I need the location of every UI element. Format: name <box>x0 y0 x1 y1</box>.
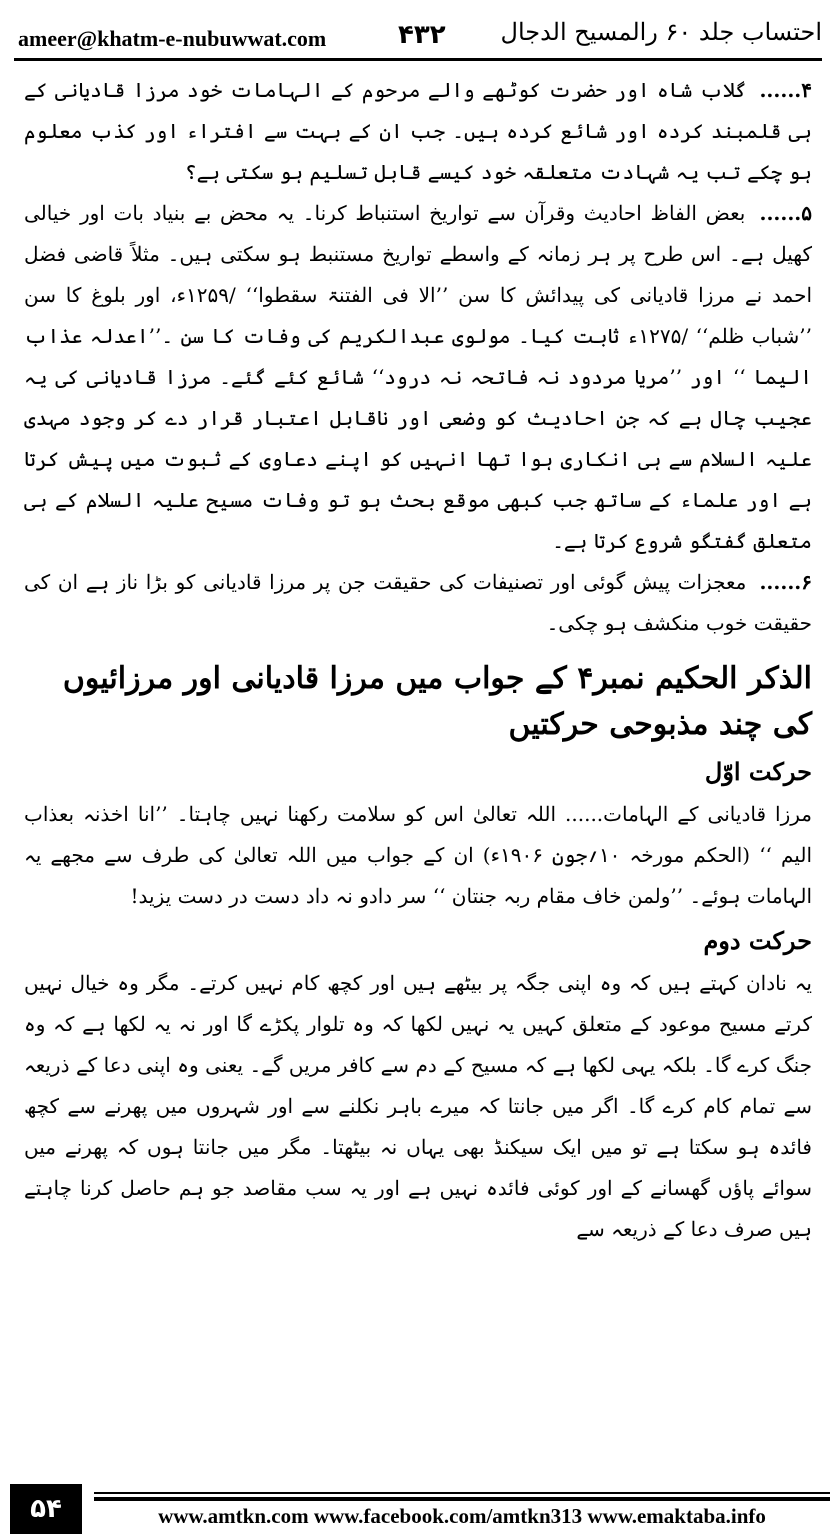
footer-rule <box>94 1492 830 1494</box>
footer-rule-thick <box>94 1497 830 1501</box>
section-2-text: یہ نادان کہتے ہیں کہ وہ اپنی جگہ پر بیٹھے ہیں اور کچھ کام نہیں کرتے۔ مگر وہ خیال نہیں کرتے مسیح موعود کے متعلق کہیں یہ نہیں لکھا کہ وہ تلوار پکڑے گا اور نہ یہ لکھا ہے کہ وہ جنگ کرے گا۔ بلکہ یہی لکھا ہے کہ مسیح کے دم سے کافر مریں گے۔ یعنی وہ اپنی دعا کے ذریعہ سے تمام کام کرے گا۔ اگر میں جانتا کہ میرے باہر نکلنے سے اور شہروں میں پھرنے سے کچھ فائدہ ہو سکتا ہے تو میں ایک سیکنڈ بھی یہاں نہ بیٹھتا۔ مگر میں جانتا ہوں کہ پھرنے میں سوائے پاؤں گھسانے کے اور کوئی فائدہ نہیں ہے اور یہ سب مقاصد جو ہم حاصل کرنا چاہتے ہیں صرف دعا کے ذریعہ سے <box>24 971 812 1241</box>
header-email: ameer@khatm-e-nubuwwat.com <box>18 26 327 51</box>
header-page-number: ۴۳۲ <box>398 20 446 50</box>
paragraph-6 <box>24 562 812 644</box>
header-rule <box>14 58 822 61</box>
paragraph-text: بعض الفاظ احادیث وقرآن سے تواریخ استنباط کرنا۔ یہ محض بے بنیاد بات اور خیالی کھیل ہے۔ اس طرح پر ہر زمانہ کے واسطے تواریخ مستنبط ہو سکتی ہیں۔ مثلاً قاضی فضل احمد نے مرزا قادیانی کی پیدائش کا سن ’’الا فی الفتنۃ سقطوا‘‘ /۱۲۵۹ء، اور بلوغ کا سن ’’شباب ظلم‘‘ /۱۲۷۵ء ثابت کیا۔ مولوی عبدالکریم کی وفات کا سن ۔’’اعدلہ عذاب الیما ‘‘ اور ’’مریا مردود نہ فاتحہ نہ درود‘‘ شائع کئے گئے۔ مرزا قادیانی کی یہ عجیب چال ہے کہ جن احادیث کو وضعی اور ناقابل اعتبار قرار دے کر وجود مہدی علیہ السلام سے ہی انکاری ہوا تھا انہیں کو اپنے دعاوی کے ثبوت میں پیش کرتا ہے اور علماء کے ساتھ جب کبھی موقع بحث ہو تو وفات مسیح علیہ السلام کے ہی متعلق گفتگو شروع کرتا ہے۔ <box>24 201 812 553</box>
section-2-title: حرکت دوم <box>703 926 812 955</box>
paragraph-4 <box>24 70 812 193</box>
paragraph-number: ۶...... <box>759 570 812 594</box>
footer-page-number: ۵۴ <box>10 1484 82 1534</box>
footer-urls: www.amtkn.com www.facebook.com/amtkn313 www.emaktaba.info <box>158 1504 766 1528</box>
page-footer <box>10 1484 830 1534</box>
page-header <box>14 14 822 58</box>
section-heading: الذکر الحکیم نمبر۴ کے جواب میں مرزا قادیانی اور مرزائیوں کی چند مذبوحی حرکتیں <box>62 661 812 742</box>
section-1-title: حرکت اوّل <box>704 757 812 786</box>
paragraph-number: ۴...... <box>759 78 812 102</box>
section-1-text: مرزا قادیانی کے الہامات...... اللہ تعالیٰ اس کو سلامت رکھنا نہیں چاہتا۔ ’’انا اخذنہ بعذاب الیم ‘‘ (الحکم مورخہ ۱۰؍جون ۱۹۰۶ء) ان کے جواب میں اللہ تعالیٰ کی طرف سے مجھے یہ الہامات ہوئے۔ ’’ولمن خاف مقام ربہ جنتان ‘‘ سر دادو نہ داد دست در دست یزید! <box>24 802 812 908</box>
paragraph-text: گلاب شاہ اور حضرت کوٹھے والے مرحوم کے الہامات خود مرزا قادیانی کے ہی قلمبند کردہ اور شائع کردہ ہیں۔ جب ان کے بہت سے افتراء اور کذب معلوم ہو چکے تب یہ شہادت متعلقہ خود کیسے قابل تسلیم ہو سکتی ہے؟ <box>24 78 812 184</box>
page-body <box>24 70 812 1250</box>
paragraph-5 <box>24 193 812 562</box>
paragraph-number: ۵...... <box>759 201 813 225</box>
header-book-title: احتساب جلد ۶۰ رالمسیح الدجال <box>500 18 822 46</box>
paragraph-text: معجزات پیش گوئی اور تصنیفات کی حقیقت جن پر مرزا قادیانی کو بڑا ناز ہے ان کی حقیقت خوب منکشف ہو چکی۔ <box>24 570 812 635</box>
